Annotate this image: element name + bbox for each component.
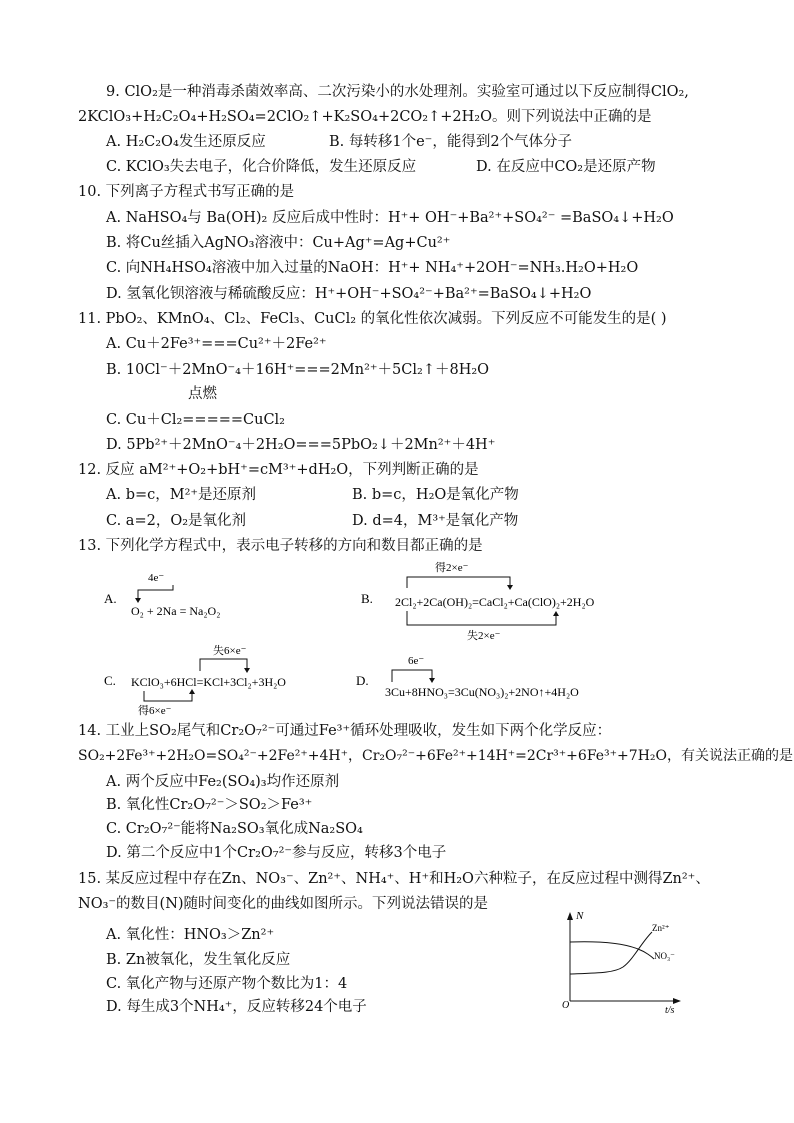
- q13-c-gain: 得6×e⁻: [138, 705, 172, 717]
- y-axis-label: N: [576, 910, 584, 922]
- q9-option-d: D. 在反应中CO₂是还原产物: [476, 159, 656, 175]
- q10-option-c: C. 向NH₄HSO₄溶液中加入过量的NaOH：H⁺+ NH₄⁺+2OH⁻=NH₃.H₂O+H₂O: [106, 260, 639, 276]
- q11-option-a: A. Cu＋2Fe³⁺===Cu²⁺＋2Fe²⁺: [106, 336, 327, 352]
- q11-stem: 11. PbO₂、KMnO₄、Cl₂、FeCl₃、CuCl₂ 的氧化性依次减弱。下列反应不可能发生的是( ): [78, 311, 667, 327]
- q13-b-equation: 2Cl₂+2Ca(OH)₂=CaCl₂+Ca(ClO)₂+2H₂O: [395, 595, 595, 609]
- q13-diagram-d: [352, 650, 622, 700]
- q15-graph: [558, 905, 688, 1015]
- q13-diagram-c: [100, 643, 310, 718]
- q9-stem-line1: 9. ClO₂是一种消毒杀菌效率高、二次污染小的水处理剂。实验室可通过以下反应制得ClO₂,: [106, 84, 689, 100]
- q13-c-top-arrow-head: [244, 668, 250, 673]
- q13-b-top-arrow-head: [507, 585, 513, 590]
- q15-stem-line2: NO₃⁻的数目(N)随时间变化的曲线如图所示。下列说法错误的是: [78, 896, 489, 912]
- q13-c-equation: KClO₃+6HCl=KCl+3Cl₂+3H₂O: [131, 675, 286, 689]
- q13-d-equation: 3Cu+8HNO₃=3Cu(NO₃)₂+2NO↑+4H₂O: [385, 685, 579, 699]
- q10-option-d: D. 氢氧化钡溶液与稀硫酸反应：H⁺+OH⁻+SO₄²⁻+Ba²⁺=BaSO₄↓+H₂O: [106, 286, 592, 302]
- q14-option-b: B. 氧化性Cr₂O₇²⁻＞SO₂＞Fe³⁺: [106, 797, 313, 813]
- q15-stem-line1: 15. 某反应过程中存在Zn、NO₃⁻、Zn²⁺、NH₄⁺、H⁺和H₂O六种粒子，在反应过程中测得Zn²⁺、: [78, 871, 710, 887]
- q13-c-bottom-bracket: [144, 691, 192, 701]
- q9-option-a: A. H₂C₂O₄发生还原反应: [106, 134, 266, 150]
- q13-a-label: A.: [104, 591, 117, 606]
- y-axis-arrow: [567, 912, 573, 920]
- q10-stem: 10. 下列离子方程式书写正确的是: [78, 184, 295, 200]
- q13-a-arrow-head: [135, 598, 141, 603]
- q13-d-arrow-head: [429, 678, 435, 683]
- q10-option-b: B. 将Cu丝插入AgNO₃溶液中：Cu+Ag⁺=Ag+Cu²⁺: [106, 235, 451, 251]
- q11-option-b: B. 10Cl⁻＋2MnO⁻₄＋16H⁺===2Mn²⁺＋5Cl₂↑＋8H₂O: [106, 362, 490, 378]
- q9-option-b: B. 每转移1个e⁻，能得到2个气体分子: [329, 134, 573, 150]
- q14-stem-line2: SO₂+2Fe³⁺+2H₂O=SO₄²⁻+2Fe²⁺+4H⁺，Cr₂O₇²⁻+6Fe²⁺+14H⁺=2Cr³⁺+6Fe³⁺+7H₂O，有关说法正确的是: [78, 748, 793, 764]
- q13-d-electrons: 6e⁻: [408, 655, 425, 667]
- q13-c-lose: 失6×e⁻: [213, 645, 247, 657]
- q14-option-a: A. 两个反应中Fe₂(SO₄)₃均作还原剂: [106, 774, 340, 790]
- zn2-label: Zn²⁺: [652, 923, 670, 933]
- q10-option-a: A. NaHSO₄与 Ba(OH)₂ 反应后成中性时：H⁺+ OH⁻+Ba²⁺+SO₄²⁻ =BaSO₄↓+H₂O: [106, 210, 674, 226]
- q12-stem: 12. 反应 aM²⁺+O₂+bH⁺=cM³⁺+dH₂O，下列判断正确的是: [78, 462, 479, 478]
- q14-option-d: D. 第二个反应中1个Cr₂O₇²⁻参与反应，转移3个电子: [106, 845, 447, 861]
- q13-b-top-bracket: [407, 577, 510, 588]
- q12-option-c: C. a=2，O₂是氧化剂: [106, 513, 247, 529]
- x-axis-arrow: [673, 998, 681, 1004]
- q11-ignite-condition: 点燃: [188, 386, 217, 402]
- q13-d-arrow-line: [392, 670, 432, 682]
- origin-label: O: [562, 1000, 570, 1011]
- q15-option-b: B. Zn被氧化，发生氧化反应: [106, 952, 291, 968]
- q13-b-bottom-bracket: [407, 611, 556, 625]
- q13-a-equation: O₂ + 2Na = Na₂O₂: [131, 604, 221, 618]
- q13-c-label: C.: [104, 673, 116, 688]
- q11-option-d: D. 5Pb²⁺＋2MnO⁻₄＋2H₂O===5PbO₂↓＋2Mn²⁺＋4H⁺: [106, 437, 496, 453]
- no3-label: NO₃⁻: [654, 951, 675, 961]
- q15-option-a: A. 氧化性：HNO₃＞Zn²⁺: [106, 927, 275, 943]
- q13-b-label: B.: [361, 591, 373, 606]
- q13-d-label: D.: [356, 673, 369, 688]
- q13-stem: 13. 下列化学方程式中，表示电子转移的方向和数目都正确的是: [78, 538, 483, 554]
- x-axis-label: t/s: [665, 1005, 675, 1015]
- zn2-curve: [570, 932, 652, 974]
- q11-option-c: C. Cu＋Cl₂=====CuCl₂: [106, 412, 285, 428]
- q14-stem-line1: 14. 工业上SO₂尾气和Cr₂O₇²⁻可通过Fe³⁺循环处理吸收，发生如下两个化学反应：: [78, 723, 612, 739]
- q13-c-top-bracket: [200, 659, 247, 671]
- q13-diagram-b: [355, 555, 625, 645]
- q13-c-bottom-arrow-head: [189, 689, 195, 694]
- q13-b-bottom-arrow-head: [553, 611, 559, 616]
- q12-option-d: D. d=4，M³⁺是氧化产物: [352, 513, 519, 529]
- q12-option-a: A. b=c，M²⁺是还原剂: [106, 487, 257, 503]
- q15-option-c: C. 氧化产物与还原产物个数比为1：4: [106, 976, 348, 992]
- q9-option-c: C. KClO₃失去电子，化合价降低，发生还原反应: [106, 159, 417, 175]
- q13-b-gain: 得2×e⁻: [435, 562, 469, 574]
- q13-diagram-a: [100, 568, 240, 618]
- q12-option-b: B. b=c，H₂O是氧化产物: [352, 487, 519, 503]
- q13-a-electrons: 4e⁻: [148, 572, 165, 584]
- q13-a-arrow-line: [138, 585, 173, 601]
- q13-b-lose: 失2×e⁻: [467, 630, 501, 642]
- q15-option-d: D. 每生成3个NH₄⁺，反应转移24个电子: [106, 999, 367, 1015]
- q14-option-c: C. Cr₂O₇²⁻能将Na₂SO₃氧化成Na₂SO₄: [106, 821, 363, 837]
- q9-stem-line2: 2KClO₃+H₂C₂O₄+H₂SO₄=2ClO₂↑+K₂SO₄+2CO₂↑+2H₂O。则下列说法中正确的是: [78, 109, 652, 125]
